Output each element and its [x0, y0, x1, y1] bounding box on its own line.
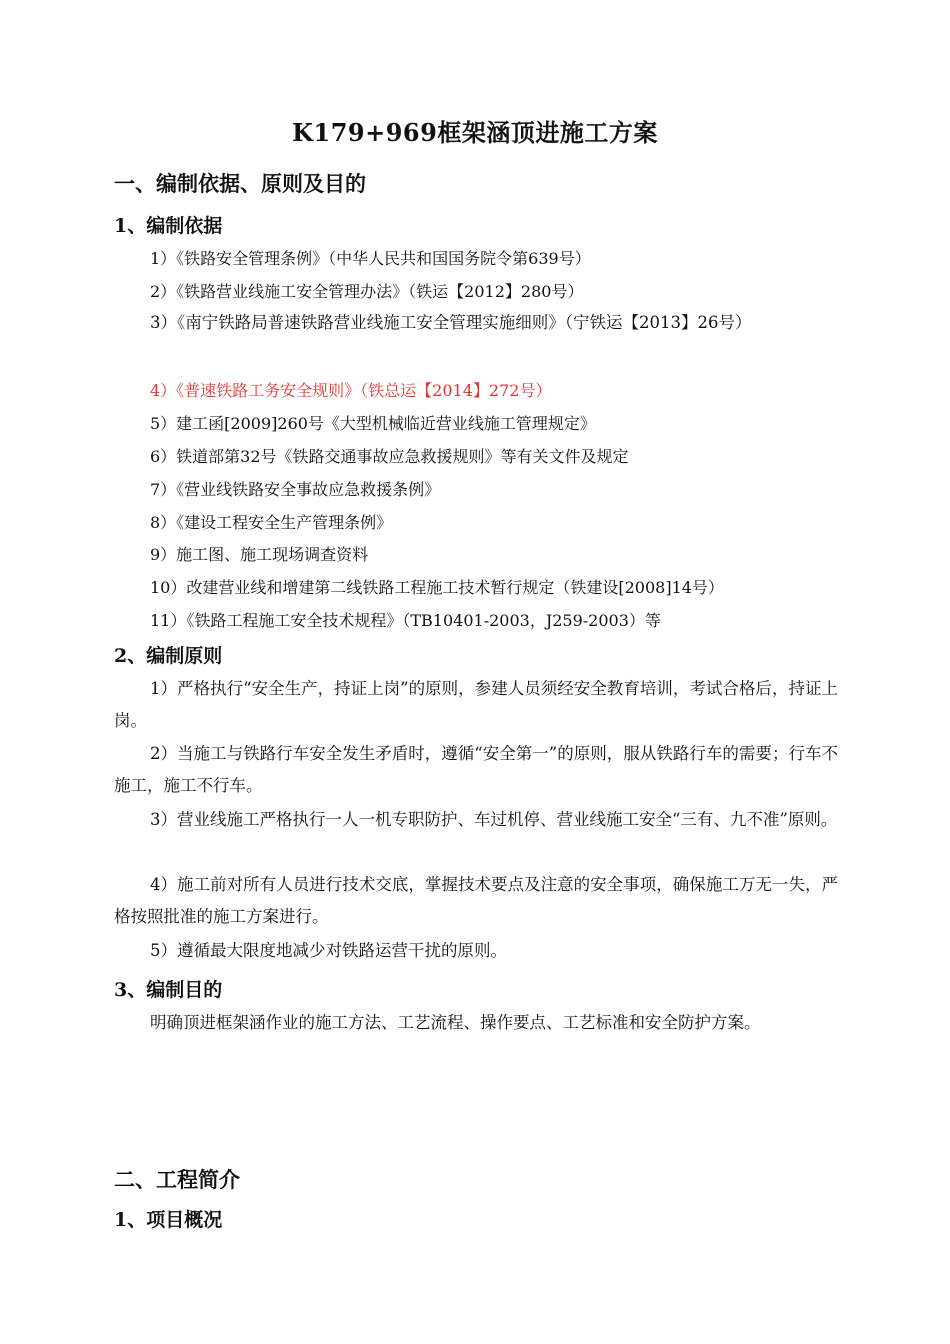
purpose-text: 明确顶进框架涵作业的施工方法、工艺流程、操作要点、工艺标准和安全防护方案。	[150, 1013, 761, 1032]
basis-item: 5）建工函[2009]260号《大型机械临近营业线施工管理规定》	[150, 414, 596, 433]
basis-item: 6）铁道部第32号《铁路交通事故应急救援规则》等有关文件及规定	[150, 447, 629, 466]
basis-item: 8）《建设工程安全生产管理条例》	[150, 513, 393, 532]
basis-item: 2）《铁路营业线施工安全管理办法》（铁运【2012】280号）	[150, 282, 584, 301]
basis-item: 11）《铁路工程施工安全技术规程》（TB10401-2003，J259-2003）等	[150, 611, 661, 630]
principle-item: 3）营业线施工严格执行一人一机专职防护、车过机停、营业线施工安全“三有、九不准”原则。	[150, 810, 838, 829]
basis-item: 3）《南宁铁路局普速铁路营业线施工安全管理实施细则》（宁铁运【2013】26号）	[150, 313, 752, 332]
basis-item: 1）《铁路安全管理条例》（中华人民共和国国务院令第639号）	[150, 249, 591, 268]
basis-item: 9）施工图、施工现场调查资料	[150, 545, 369, 564]
principle-item: 4）施工前对所有人员进行技术交底，掌握技术要点及注意的安全事项，确保施工万无一失，严格按照批准的施工方案进行。	[114, 875, 838, 926]
section1-heading: 一、编制依据、原则及目的	[114, 171, 366, 196]
basis-heading: 1、编制依据	[114, 215, 223, 237]
section2-heading: 二、工程简介	[114, 1167, 240, 1192]
principle-item: 5）遵循最大限度地减少对铁路运营干扰的原则。	[150, 941, 507, 960]
basis-item: 7）《营业线铁路安全事故应急救援条例》	[150, 480, 441, 499]
principles-heading: 2、编制原则	[114, 645, 223, 667]
project-overview-heading: 1、项目概况	[114, 1209, 223, 1231]
principle-item: 2）当施工与铁路行车安全发生矛盾时，遵循“安全第一”的原则，服从铁路行车的需要；行车不施工，施工不行车。	[114, 744, 838, 795]
principle-item: 1）严格执行“安全生产，持证上岗”的原则，参建人员须经安全教育培训，考试合格后，持证上岗。	[114, 679, 838, 730]
purpose-heading: 3、编制目的	[114, 979, 223, 1001]
basis-item-highlighted: 4）《普速铁路工务安全规则》（铁总运【2014】272号）	[150, 381, 552, 400]
document-title: K179+969框架涵顶进施工方案	[292, 118, 658, 147]
basis-item: 10）改建营业线和增建第二线铁路工程施工技术暂行规定（铁建设[2008]14号）	[150, 578, 724, 597]
